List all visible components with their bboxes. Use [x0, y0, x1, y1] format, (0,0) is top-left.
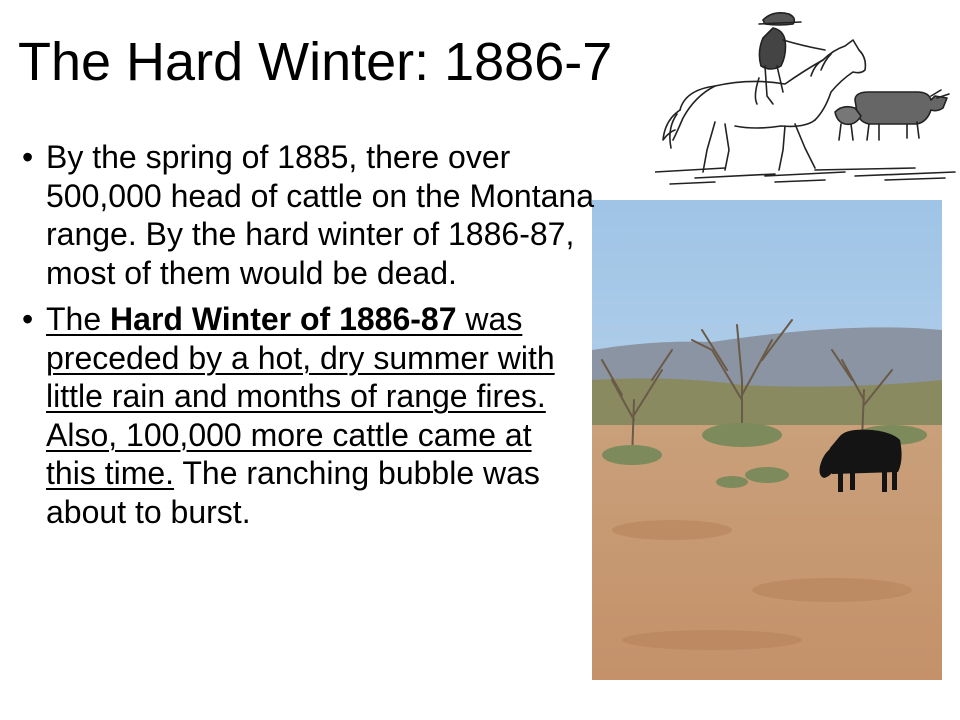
bullet-text: By the spring of 1885, there over 500,000 head of cattle on the Montana range. By the hard winter of 1886-87, most of them would be dead.: [46, 139, 594, 291]
bullet-dot: •: [22, 301, 34, 337]
slide-title: The Hard Winter: 1886-7: [18, 32, 613, 92]
bullet-text-pre: The: [46, 301, 111, 337]
bullet-item: [22, 300, 586, 531]
bullet-text-bold: Hard Winter of 1886-87: [110, 301, 457, 337]
bullet-text-underlined: was preceded by a hot, dry summer with little rain and months of range fires. Also, 100,000 more cattle came at this time.: [46, 301, 555, 491]
bullet-item: [22, 138, 606, 292]
bullet-dot: •: [22, 139, 34, 175]
desert-cow-photo: [592, 200, 942, 680]
cowboy-sketch-image: [655, 0, 960, 205]
bullet-text-post: The ranching bubble was about to burst.: [46, 455, 540, 530]
bullet-list: [22, 138, 602, 531]
